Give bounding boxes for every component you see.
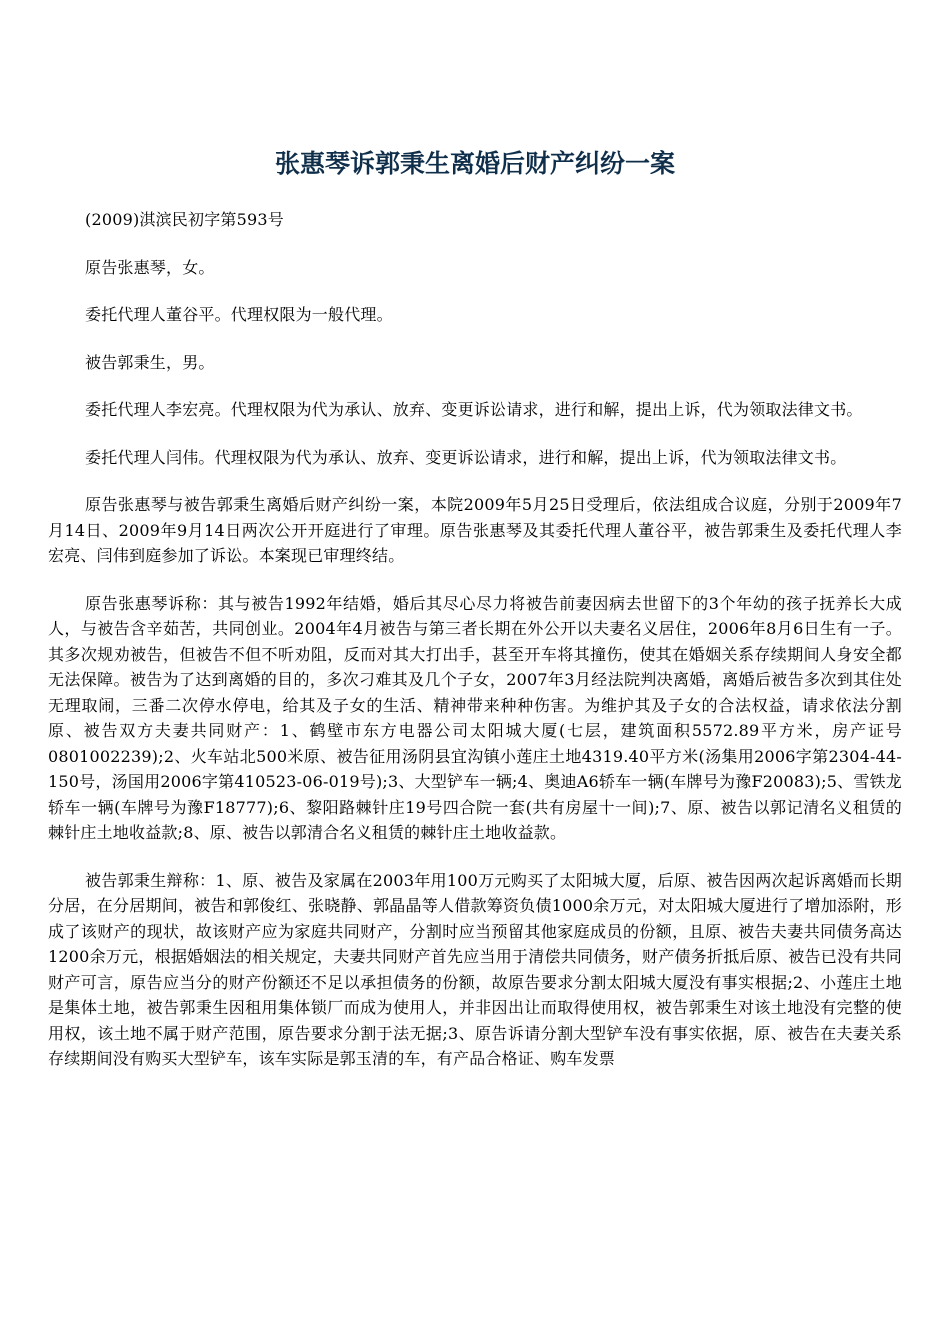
plaintiff-agent-line: 委托代理人董谷平。代理权限为一般代理。 [85,305,393,324]
plaintiff-claim-paragraph: 原告张惠琴诉称：其与被告1992年结婚，婚后其尽心尽力将被告前妻因病去世留下的3个年幼的孩子抚养长大成人，与被告含辛茹苦，共同创业。2004年4月被告与第三者长期在外公开以夫妻名义居住，2006年8月6日生有一子。其多次规劝被告，但被告不但不听劝阻，反而对其大打出手，甚至开车将其撞伤，使其在婚姻关系存续期间人身安全都无法保障。被告为了达到离婚的目的，多次刁难其及几个子女，2007年3月经法院判决离婚，离婚后被告多次到其住处无理取闹，三番二次停水停电，给其及子女的生活、精神带来种种伤害。为维护其及子女的合法权益，请求依法分割原、被告双方夫妻共同财产：1、鹤壁市东方电器公司太阳城大厦(七层，建筑面积5572.89平方米，房产证号0801002239);2、火车站北500米原、被告征用汤阴县宜沟镇小莲庄土地4319.40平方米(汤集用2006字第2304-44-150号，汤国用2006字第410523-06-019号);3、大型铲车一辆;4、奥迪A6轿车一辆(车牌号为豫F20083);5、雪铁龙轿车一辆(车牌号为豫F18777);6、黎阳路棘针庄19号四合院一套(共有房屋十一间);7、原、被告以郭记清名义租赁的棘针庄土地收益款;8、原、被告以郭清合名义租赁的棘针庄土地收益款。 [48,593,902,842]
case-number: (2009)淇滨民初字第593号 [85,210,284,229]
document-title: 张惠琴诉郭秉生离婚后财产纠纷一案 [274,149,675,178]
case-intro-paragraph: 原告张惠琴与被告郭秉生离婚后财产纠纷一案，本院2009年5月25日受理后，依法组成合议庭，分别于2009年7月14日、2009年9月14日两次公开开庭进行了审理。原告张惠琴及其委托代理人董谷平，被告郭秉生及委托代理人李宏亮、闫伟到庭参加了诉讼。本案现已审理终结。 [48,495,902,565]
defendant-agent-2-line: 委托代理人闫伟。代理权限为代为承认、放弃、变更诉讼请求，进行和解，提出上诉，代为领取法律文书。 [85,447,847,467]
plaintiff-line: 原告张惠琴，女。 [85,257,215,277]
defendant-line: 被告郭秉生，男。 [85,352,215,372]
document-body [48,207,902,1094]
defendant-defense-paragraph: 被告郭秉生辩称：1、原、被告及家属在2003年用100万元购买了太阳城大厦，后原、被告因两次起诉离婚而长期分居，在分居期间，被告和郭俊红、张晓静、郭晶晶等人借款筹资负债1000余万元，对太阳城大厦进行了增加添附，形成了该财产的现状，故该财产应为家庭共同财产，分割时应当预留其他家庭成员的份额，且原、被告夫妻共同债务高达1200余万元，根据婚姻法的相关规定，夫妻共同财产首先应当用于清偿共同债务，财产债务折抵后原、被告已没有共同财产可言，原告应当分的财产份额还不足以承担债务的份额，故原告要求分割太阳城大厦没有事实根据;2、小莲庄土地是集体土地，被告郭秉生因租用集体锁厂而成为使用人，并非因出让而取得使用权，被告郭秉生对该土地没有完整的使用权，该土地不属于财产范围，原告要求分割于法无据;3、原告诉请分割大型铲车没有事实依据，原、被告在夫妻关系存续期间没有购买大型铲车，该车实际是郭玉清的车，有产品合格证、购车发票 [48,870,902,1068]
defendant-agent-1-line: 委托代理人李宏亮。代理权限为代为承认、放弃、变更诉讼请求，进行和解，提出上诉，代为领取法律文书。 [85,400,863,419]
